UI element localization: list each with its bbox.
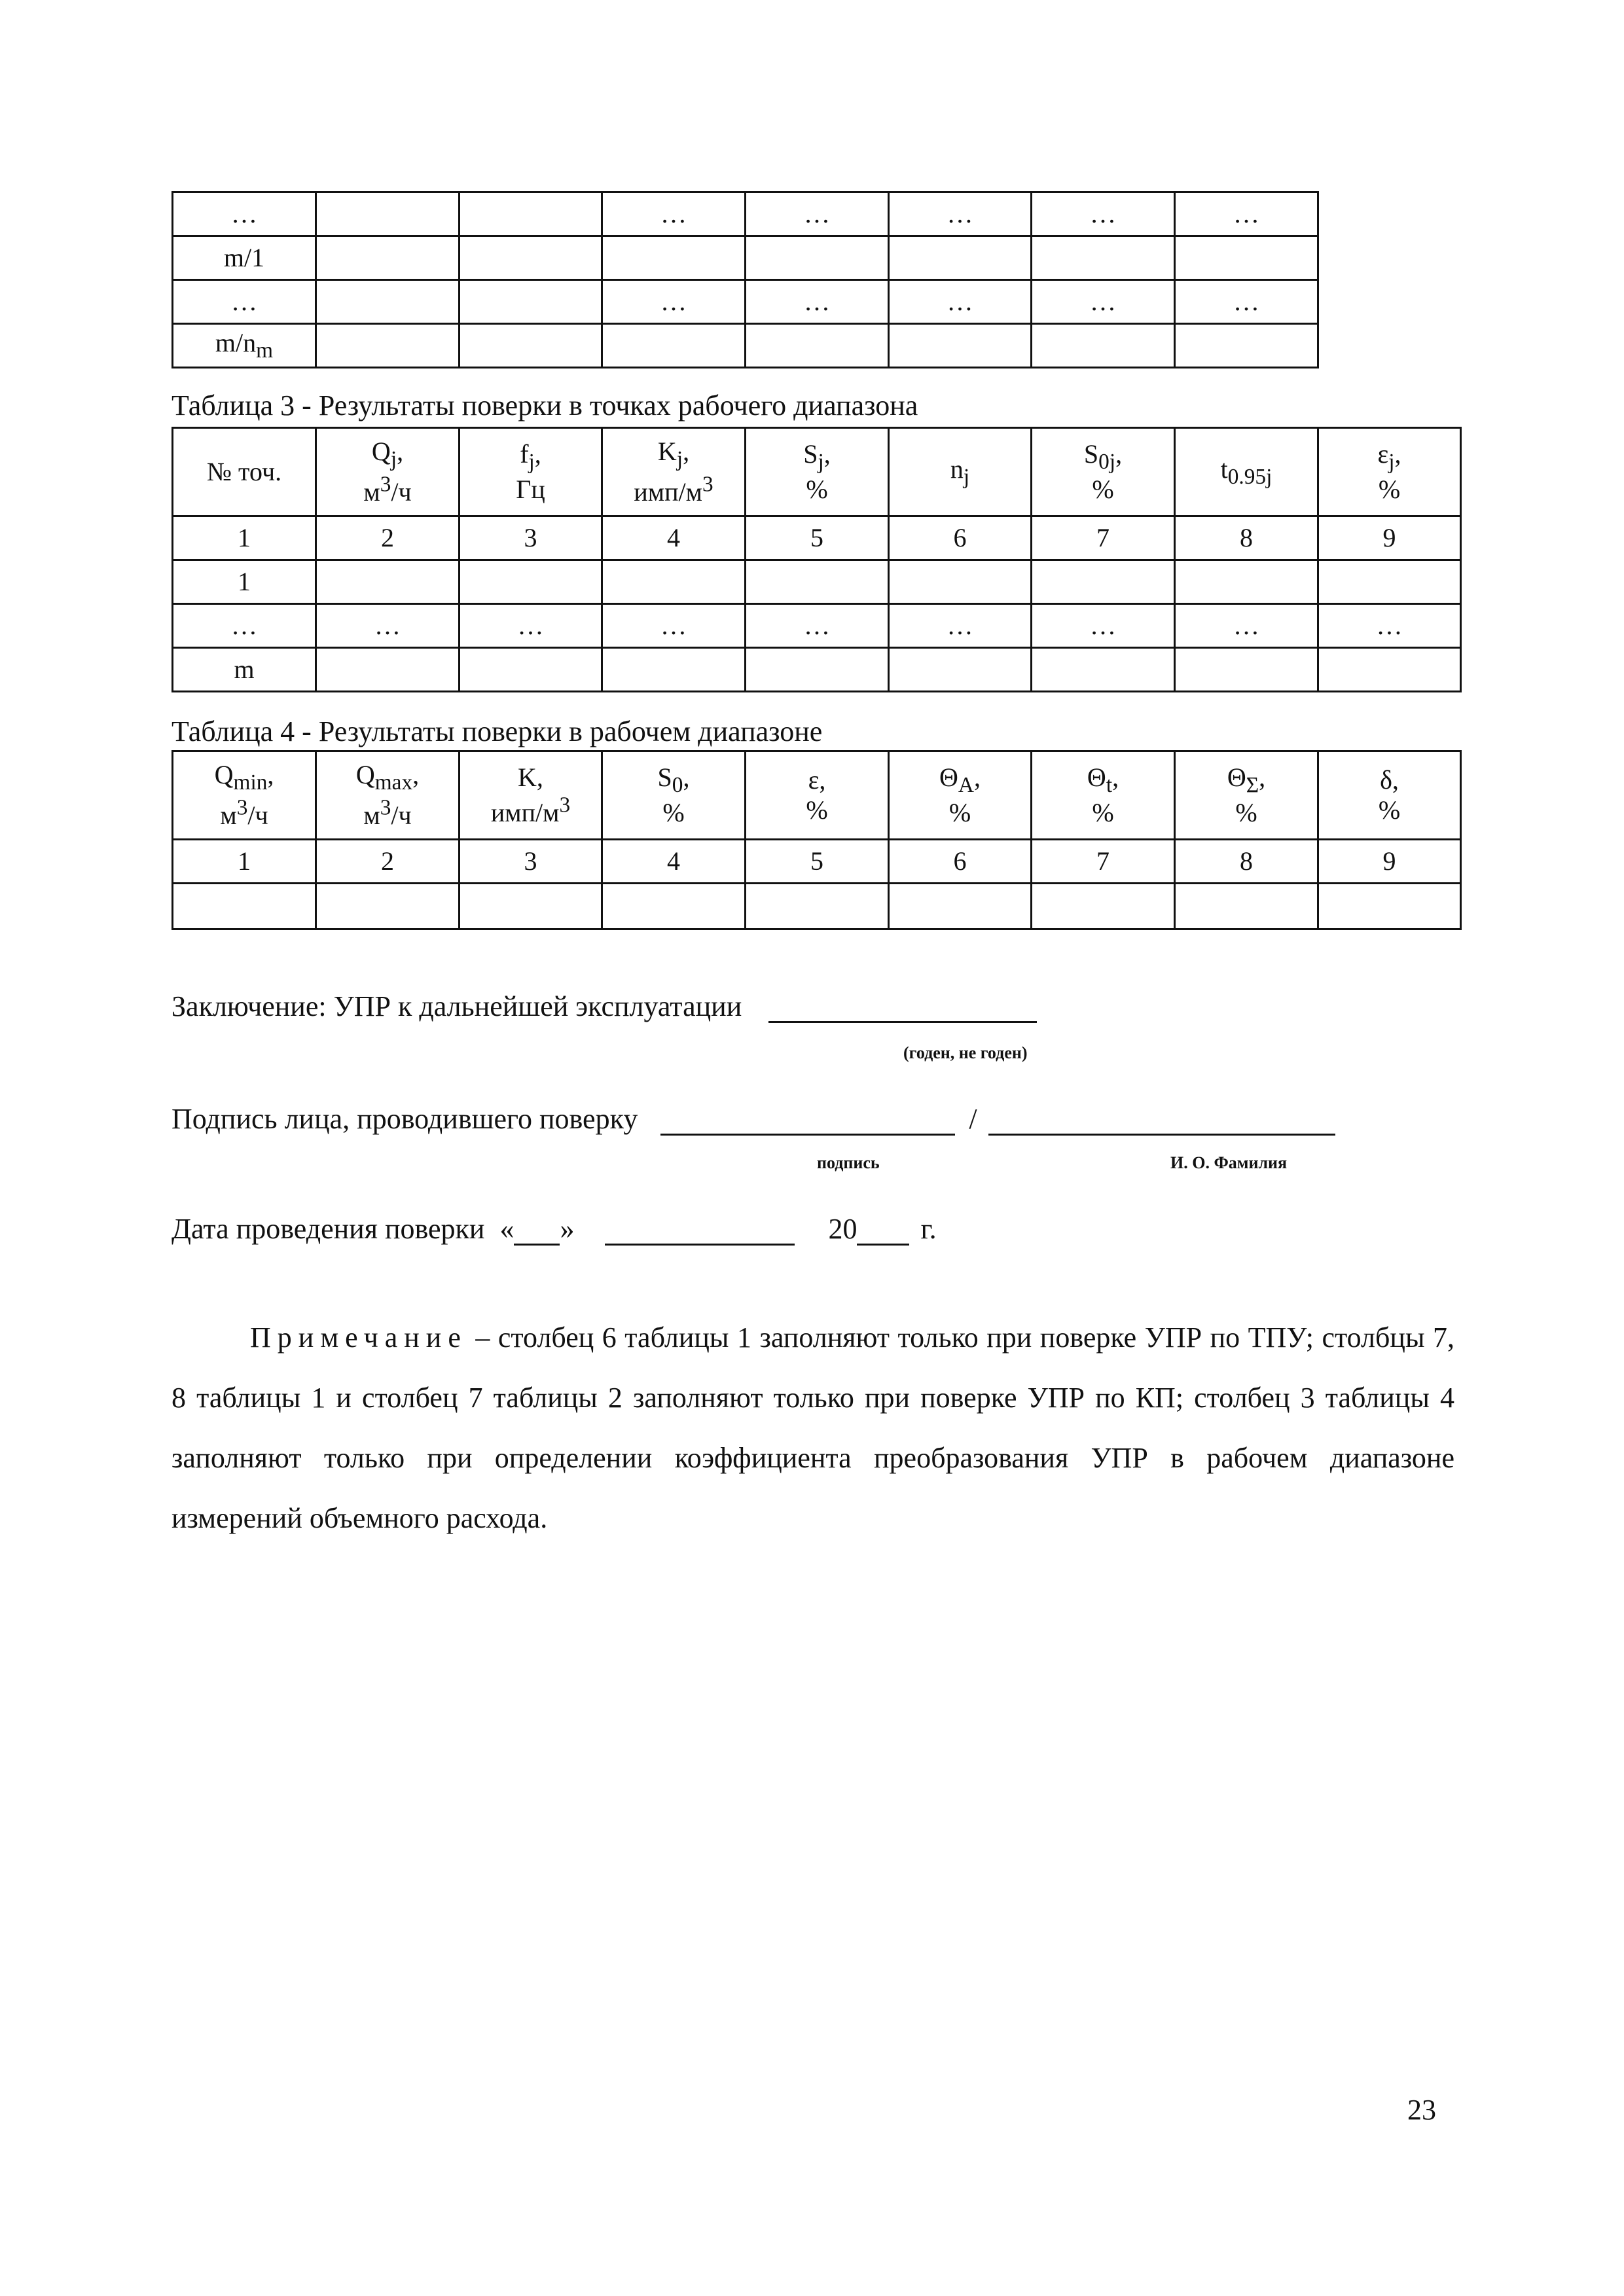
header-line1: $S_{0j}$, [1083,439,1123,474]
note-lead: Примечание [250,1321,467,1354]
table-cell: … [889,280,1032,324]
year-prefix: 20 [828,1213,857,1245]
table-cell [1318,884,1461,929]
table-cell [602,324,746,368]
column-number: 4 [602,516,746,560]
header-line2: $м^3/ч$ [363,472,412,507]
header-cell [1318,428,1461,516]
table-cell [1032,648,1175,692]
column-number: 5 [746,516,889,560]
table-cell [602,560,746,604]
date-line [171,1212,937,1246]
table-row [173,648,1461,692]
header-line1: $\Theta_A$, [939,762,981,797]
header-cell [316,751,460,840]
table-cell [1032,236,1175,280]
header-cell [889,428,1032,516]
table-cell [1175,560,1318,604]
header-cell [173,428,316,516]
header-cell [1032,751,1175,840]
table-cell [1175,236,1318,280]
table-cell [460,324,602,368]
table-cell [602,648,746,692]
header-line1: $Q_j$, [371,437,404,472]
table4 [171,750,1462,930]
table-cell [1032,324,1175,368]
table-cell [746,884,889,929]
table-cell: … [602,192,746,236]
table-cell [889,560,1032,604]
header-cell [1032,428,1175,516]
year-field[interactable] [857,1217,909,1246]
table3-caption: Таблица 3 - Результаты поверки в точках рабочего диапазона [171,389,918,422]
table-cell: … [1032,192,1175,236]
header-cell [746,428,889,516]
column-number: 9 [1318,840,1461,884]
header-line2: % [662,798,685,828]
header-line2: Гц [516,475,545,505]
table-header-row [173,751,1461,840]
header-line2: % [806,475,828,505]
table-cell [602,236,746,280]
table-cell [889,324,1032,368]
table-header-row [173,428,1461,516]
header-cell [1318,751,1461,840]
table-cell [889,884,1032,929]
signature-separator: / [969,1103,977,1135]
table-cell: … [1032,604,1175,648]
header-line1: $S_j$, [803,439,831,474]
header-line2: % [1378,475,1401,505]
header-line1: $S_0$, [657,762,690,797]
conclusion-line [171,990,1037,1023]
date-label: Дата проведения поверки [171,1213,485,1245]
column-number: 7 [1032,516,1175,560]
table-cell: … [746,280,889,324]
table-cell [889,236,1032,280]
column-number: 6 [889,840,1032,884]
table-cell: m/1 [173,236,316,280]
column-number: 8 [1175,516,1318,560]
signature-hint: подпись [817,1153,880,1172]
header-line1: $n_j$ [950,454,970,489]
conclusion-field[interactable] [768,995,1037,1023]
page-number: 23 [1407,2094,1436,2126]
table-cell [1318,648,1461,692]
table-cell [316,560,460,604]
continuation-table [171,191,1319,368]
header-line2: % [1092,475,1114,505]
header-cell [1175,751,1318,840]
table-cell [746,236,889,280]
header-cell [316,428,460,516]
table-row [173,324,1318,368]
table-cell [316,324,460,368]
column-number: 8 [1175,840,1318,884]
year-suffix: г. [920,1213,937,1245]
header-line1: ε, [808,765,826,795]
column-number: 2 [316,840,460,884]
table-cell [746,324,889,368]
header-line2: % [948,798,971,828]
table-row [173,884,1461,929]
signature-line [171,1102,1335,1136]
table-cell [746,648,889,692]
table-cell: … [746,604,889,648]
date-close-quote: » [560,1213,575,1245]
header-line1: № точ. [206,457,282,486]
table-cell: $m/n_m$ [173,324,316,368]
table-cell: … [889,192,1032,236]
table-cell [460,648,602,692]
table-cell [316,884,460,929]
table-cell: … [460,604,602,648]
table-cell [460,236,602,280]
month-field[interactable] [605,1217,795,1246]
table-cell [316,236,460,280]
header-cell [460,751,602,840]
column-number: 3 [460,516,602,560]
header-line1: $t_{0.95j}$ [1220,454,1272,489]
table-cell [1318,560,1461,604]
header-line1: δ, [1380,765,1399,795]
header-line1: $\Theta_\Sigma$, [1227,762,1266,797]
signature-label: Подпись лица, проводившего поверку [171,1103,638,1135]
table-cell [316,280,460,324]
header-cell [889,751,1032,840]
header-cell [602,428,746,516]
table-cell [1175,648,1318,692]
column-number: 9 [1318,516,1461,560]
header-cell [1175,428,1318,516]
table-cell: … [602,604,746,648]
table-cell [1175,884,1318,929]
table-cell: … [1175,192,1318,236]
header-line2: % [806,795,828,825]
header-line1: $K_j$, [657,437,690,472]
column-number: 2 [316,516,460,560]
table-cell: 1 [173,560,316,604]
header-line1: $Q_{min}$, [214,760,274,795]
column-number: 1 [173,516,316,560]
table-row [173,192,1318,236]
table-cell: … [746,192,889,236]
header-cell [460,428,602,516]
table-cell [173,884,316,929]
header-line2: имп/$м^3$ [490,793,571,827]
table-row [173,560,1461,604]
table-cell [460,280,602,324]
table-cell: … [173,604,316,648]
table-cell: … [1318,604,1461,648]
header-cell [602,751,746,840]
table-cell: m [173,648,316,692]
day-field[interactable] [514,1217,560,1246]
table-cell: … [173,192,316,236]
note-text: – столбец 6 таблицы 1 заполняют только при поверке УПР по ТПУ; столбцы 7, 8 таблицы 1 и столбец 7 таблицы 2 заполняют только при поверке УПР по КП; столбец 3 таблицы 4 заполняют только при определении коэффициента преобразования УПР в рабочем диапазоне измерений объемного расхода. [171,1321,1454,1534]
table-cell [1032,884,1175,929]
name-hint: И. О. Фамилия [1170,1153,1288,1172]
table-cell: … [316,604,460,648]
table-cell: … [889,604,1032,648]
table-cell [316,648,460,692]
table-cell: … [1175,280,1318,324]
table-cell [460,560,602,604]
column-number: 6 [889,516,1032,560]
table-cell: … [1032,280,1175,324]
table-cell [1032,560,1175,604]
table-cell: … [1175,604,1318,648]
header-line2: имп/$м^3$ [634,472,713,507]
column-number: 1 [173,840,316,884]
table-row [173,280,1318,324]
table-row [173,604,1461,648]
conclusion-label: Заключение: УПР к дальнейшей эксплуатации [171,990,742,1022]
column-number: 4 [602,840,746,884]
date-open-quote: « [499,1213,514,1245]
table-cell [316,192,460,236]
header-cell [173,751,316,840]
table-cell [460,192,602,236]
header-line2: % [1092,798,1114,828]
table-cell [889,648,1032,692]
table3 [171,427,1462,692]
note-paragraph [171,1308,1454,1549]
table-cell: … [173,280,316,324]
header-cell [746,751,889,840]
conclusion-hint: (годен, не годен) [903,1043,1028,1062]
header-line1: $f_j$, [520,439,541,474]
column-number-row [173,516,1461,560]
header-line1: $Q_{max}$, [355,760,420,795]
table-cell [746,560,889,604]
column-number-row [173,840,1461,884]
header-line2: % [1378,795,1401,825]
column-number: 3 [460,840,602,884]
signature-field[interactable] [660,1107,955,1136]
table-cell [460,884,602,929]
column-number: 5 [746,840,889,884]
table-row [173,236,1318,280]
header-line2: % [1235,798,1257,828]
header-line2: $м^3/ч$ [363,795,412,830]
name-field[interactable] [988,1107,1335,1136]
table-cell: … [602,280,746,324]
header-line1: $\Theta_t$, [1087,762,1119,797]
table-cell [1175,324,1318,368]
header-line1: $\varepsilon_j$, [1377,439,1401,474]
table4-caption: Таблица 4 - Результаты поверки в рабочем диапазоне [171,715,823,747]
header-line2: $м^3/ч$ [220,795,268,830]
header-line1: K, [518,762,543,793]
table-cell [602,884,746,929]
column-number: 7 [1032,840,1175,884]
